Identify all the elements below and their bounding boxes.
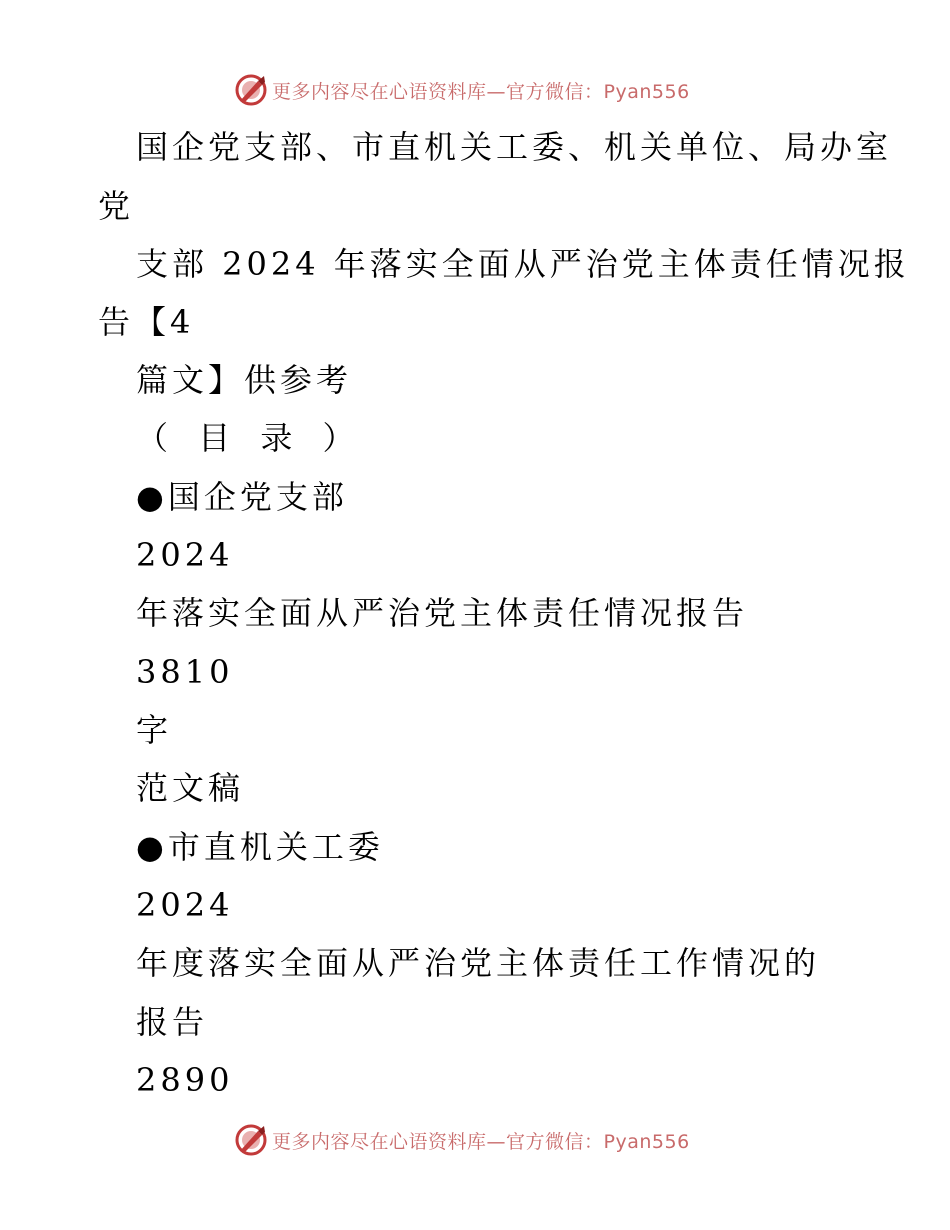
toc-item-2-subject-cont: 报告 bbox=[136, 1003, 209, 1041]
toc-item-2-subject: 年度落实全面从严治党主体责任工作情况的 bbox=[136, 944, 821, 982]
toc-item-1-count: 3810 bbox=[136, 653, 234, 691]
pen-logo-icon bbox=[234, 73, 268, 107]
toc-item-2-year: 2024 bbox=[136, 886, 234, 924]
toc-item-1-unit: 字 bbox=[136, 711, 173, 749]
toc-heading: （ 目 录 ） bbox=[136, 419, 365, 457]
title-line-5: 篇文】供参考 bbox=[136, 361, 353, 399]
title-line-3: 支部 2024 年落实全面从严治党主体责任情况报 bbox=[136, 245, 910, 283]
watermark-text: 更多内容尽在心语资料库—官方微信：Pyan556 bbox=[272, 1130, 690, 1153]
title-line-4: 告【4 bbox=[98, 303, 195, 341]
watermark-footer bbox=[234, 1122, 754, 1158]
watermark-header bbox=[234, 72, 754, 108]
toc-item-1-subject: 年落实全面从严治党主体责任情况报告 bbox=[136, 594, 749, 632]
toc-item-1-title: ●国企党支部 bbox=[136, 478, 348, 516]
title-line-2: 党 bbox=[98, 187, 135, 225]
toc-item-1-year: 2024 bbox=[136, 536, 234, 574]
pen-logo-icon bbox=[234, 1123, 268, 1157]
watermark-text: 更多内容尽在心语资料库—官方微信：Pyan556 bbox=[272, 80, 690, 103]
toc-item-1-type: 范文稿 bbox=[136, 769, 245, 807]
title-line-1: 国企党支部、市直机关工委、机关单位、局办室 bbox=[136, 128, 893, 166]
toc-item-2-count: 2890 bbox=[136, 1061, 234, 1099]
toc-item-2-title: ●市直机关工委 bbox=[136, 828, 384, 866]
